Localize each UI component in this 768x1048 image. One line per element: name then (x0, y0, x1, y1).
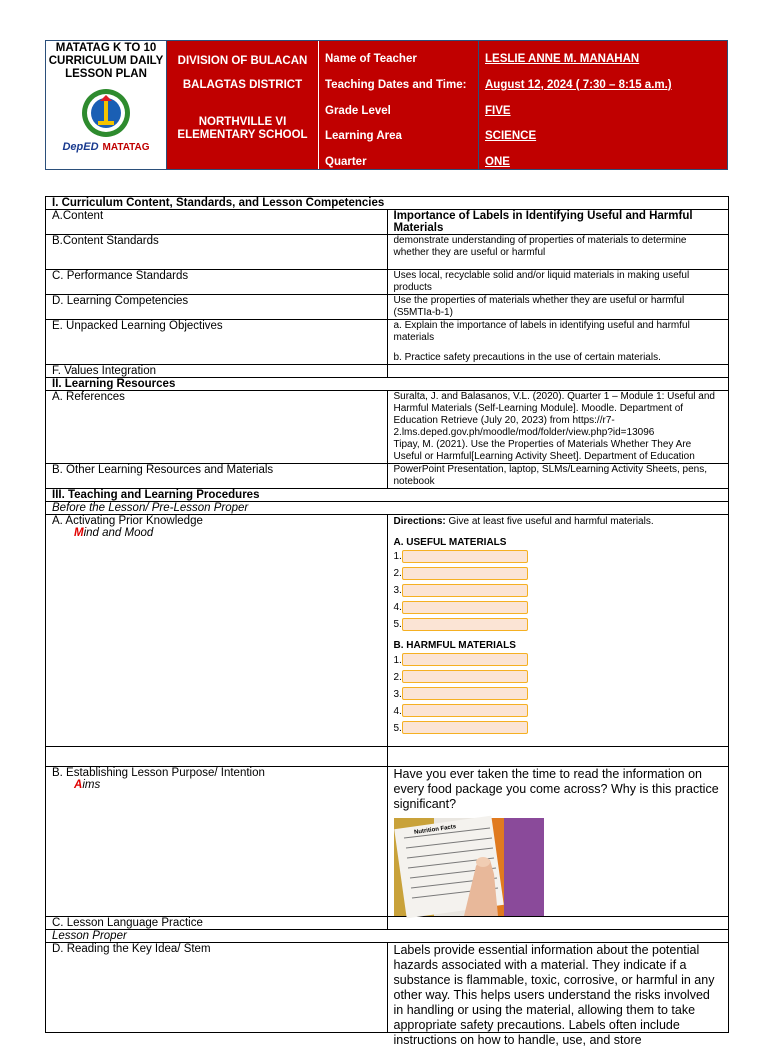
directions-text: Give at least five useful and harmful materials. (445, 516, 654, 527)
useful-item-3: 3. (394, 582, 723, 599)
brand-row (46, 141, 166, 154)
section-procedures: III. Teaching and Learning Procedures (46, 489, 729, 502)
directions (394, 516, 723, 528)
area-label: Learning Area (325, 130, 402, 143)
curriculum-cell (46, 41, 167, 169)
key-idea-label: D. Reading the Key Idea/ Stem (46, 943, 388, 1033)
header-labels (319, 41, 479, 169)
useful-item-4: 4. (394, 599, 723, 616)
standards-value: demonstrate understanding of properties of materials to determine whether they are useful or harmful (387, 235, 729, 270)
harmful-item-4: 4. (394, 703, 723, 720)
key-idea-cell (387, 943, 729, 1047)
quarter-label: Quarter (325, 156, 367, 169)
answer-box[interactable] (402, 687, 528, 700)
useful-item-2: 2. (394, 565, 723, 582)
lesson-proper-heading: Lesson Proper (46, 930, 729, 943)
aims-rest: ims (82, 779, 101, 791)
mind-initial: M (74, 527, 84, 539)
harmful-item-5: 5. (394, 720, 723, 737)
competencies-value: Use the properties of materials whether they are useful or harmful (S5MTIa-b-1) (387, 295, 729, 320)
school-name: NORTHVILLE VI ELEMENTARY SCHOOL (177, 116, 308, 141)
dates-label: Teaching Dates and Time: (325, 78, 467, 91)
lesson-purpose-label: B. Establishing Lesson Purpose/ Intention (52, 767, 265, 779)
grade-value: FIVE (485, 104, 511, 117)
objective-b: b. Practice safety precautions in the use of certain materials. (393, 352, 661, 363)
district-name: BALAGTAS DISTRICT (182, 79, 303, 91)
key-idea-text: Labels provide essential information about the potential hazards associated with a material. They indicate if a substance is flammable, toxic, corrosive, or harmful in any other way. This helps users understand the risks involved in handling or using the material, allowing them to take appropriate safety precautions. Labels often include instructions on how to handle, use, and store (393, 943, 715, 1047)
answer-box[interactable] (402, 550, 528, 563)
objectives-cell (387, 320, 729, 365)
prior-knowledge-cell (46, 515, 388, 747)
objectives-label: E. Unpacked Learning Objectives (46, 320, 388, 365)
division-cell (167, 41, 319, 169)
useful-item-1: 1. (394, 548, 723, 565)
before-lesson-heading: Before the Lesson/ Pre-Lesson Proper (46, 502, 729, 515)
answer-box[interactable] (402, 567, 528, 580)
purpose-content (387, 767, 729, 917)
quarter-value: ONE (485, 156, 510, 169)
objective-a: a. Explain the importance of labels in identifying useful and harmful materials (393, 320, 690, 343)
directions-label: Directions: (393, 516, 446, 527)
answer-box[interactable] (402, 653, 528, 666)
answer-box[interactable] (402, 670, 528, 683)
useful-title: A. USEFUL MATERIALS (393, 536, 507, 548)
performance-label: C. Performance Standards (46, 270, 388, 295)
activity-cell (387, 515, 729, 747)
header-values (479, 41, 727, 169)
section-resources: II. Learning Resources (46, 378, 729, 391)
useful-list (394, 548, 723, 633)
aims-initial: A (74, 779, 83, 791)
matatag-logo: MATATAG (102, 142, 150, 153)
other-resources-value: PowerPoint Presentation, laptop, SLMs/Learning Activity Sheets, pens, notebook (387, 464, 729, 489)
spacer-left (46, 747, 388, 767)
harmful-item-2: 2. (394, 669, 723, 686)
area-value: SCIENCE (485, 130, 537, 143)
answer-box[interactable] (402, 618, 528, 631)
deped-logo: DepED (62, 141, 99, 153)
values-value (387, 365, 729, 378)
references-cell (387, 391, 729, 464)
harmful-item-1: 1. (394, 652, 723, 669)
values-label: F. Values Integration (46, 365, 388, 378)
other-resources-label: B. Other Learning Resources and Materials (46, 464, 388, 489)
harmful-list (394, 652, 723, 737)
language-practice-value (387, 917, 729, 930)
dates-value: August 12, 2024 ( 7:30 – 8:15 a.m.) (485, 78, 672, 91)
language-practice-label: C. Lesson Language Practice (46, 917, 388, 930)
reference-2: Tipay, M. (2021). Use the Properties of Materials Whether They Are Useful or Harmful[Learning Activity Sheet]. Department of Education (393, 439, 695, 462)
answer-box[interactable] (402, 721, 528, 734)
content-value: Importance of Labels in Identifying Useful and Harmful Materials (387, 210, 729, 235)
harmful-title: B. HARMFUL MATERIALS (393, 640, 516, 651)
references-label: A. References (46, 391, 388, 464)
answer-box[interactable] (402, 584, 528, 597)
answer-box[interactable] (402, 601, 528, 614)
harmful-item-3: 3. (394, 686, 723, 703)
school-seal-logo (74, 87, 138, 139)
reference-1: Suralta, J. and Balasanos, V.L. (2020). Quarter 1 – Module 1: Useful and Harmful Materials (Self-Learning Module]. Moodle. Department of Education Retrieve (July 20, 2023) from https://r7-2.lms.deped.gov.ph/moodle/mod/folder/view.php?id=13096 (393, 391, 715, 438)
standards-label: B.Content Standards (46, 235, 388, 270)
purpose-question: Have you ever taken the time to read the information on every food package you come across? Why is this practice significant? (393, 767, 719, 811)
answer-box[interactable] (402, 704, 528, 717)
competencies-label: D. Learning Competencies (46, 295, 388, 320)
section-curriculum: I. Curriculum Content, Standards, and Lesson Competencies (46, 197, 729, 210)
teacher-value: LESLIE ANNE M. MANAHAN (485, 53, 640, 65)
aims (52, 779, 381, 791)
mind-and-mood (52, 527, 381, 539)
lesson-plan-table (45, 196, 729, 1047)
prior-knowledge-label: A. Activating Prior Knowledge (52, 515, 203, 527)
nutrition-facts-text: Nutrition Facts (413, 824, 457, 836)
lesson-purpose-cell (46, 767, 388, 917)
performance-value: Uses local, recyclable solid and/or liquid materials in making useful products (387, 270, 729, 295)
spacer-right (387, 747, 729, 767)
grade-label: Grade Level (325, 104, 391, 117)
lesson-plan-header (45, 40, 728, 170)
useful-item-5: 5. (394, 616, 723, 633)
division-name: DIVISION OF BULACAN (177, 55, 308, 67)
nutrition-label-photo (394, 818, 544, 916)
mind-rest: ind and Mood (83, 527, 154, 539)
content-label: A.Content (46, 210, 388, 235)
curriculum-title: MATATAG K TO 10 CURRICULUM DAILY LESSON PLAN (48, 42, 164, 80)
teacher-label: Name of Teacher (325, 53, 417, 65)
